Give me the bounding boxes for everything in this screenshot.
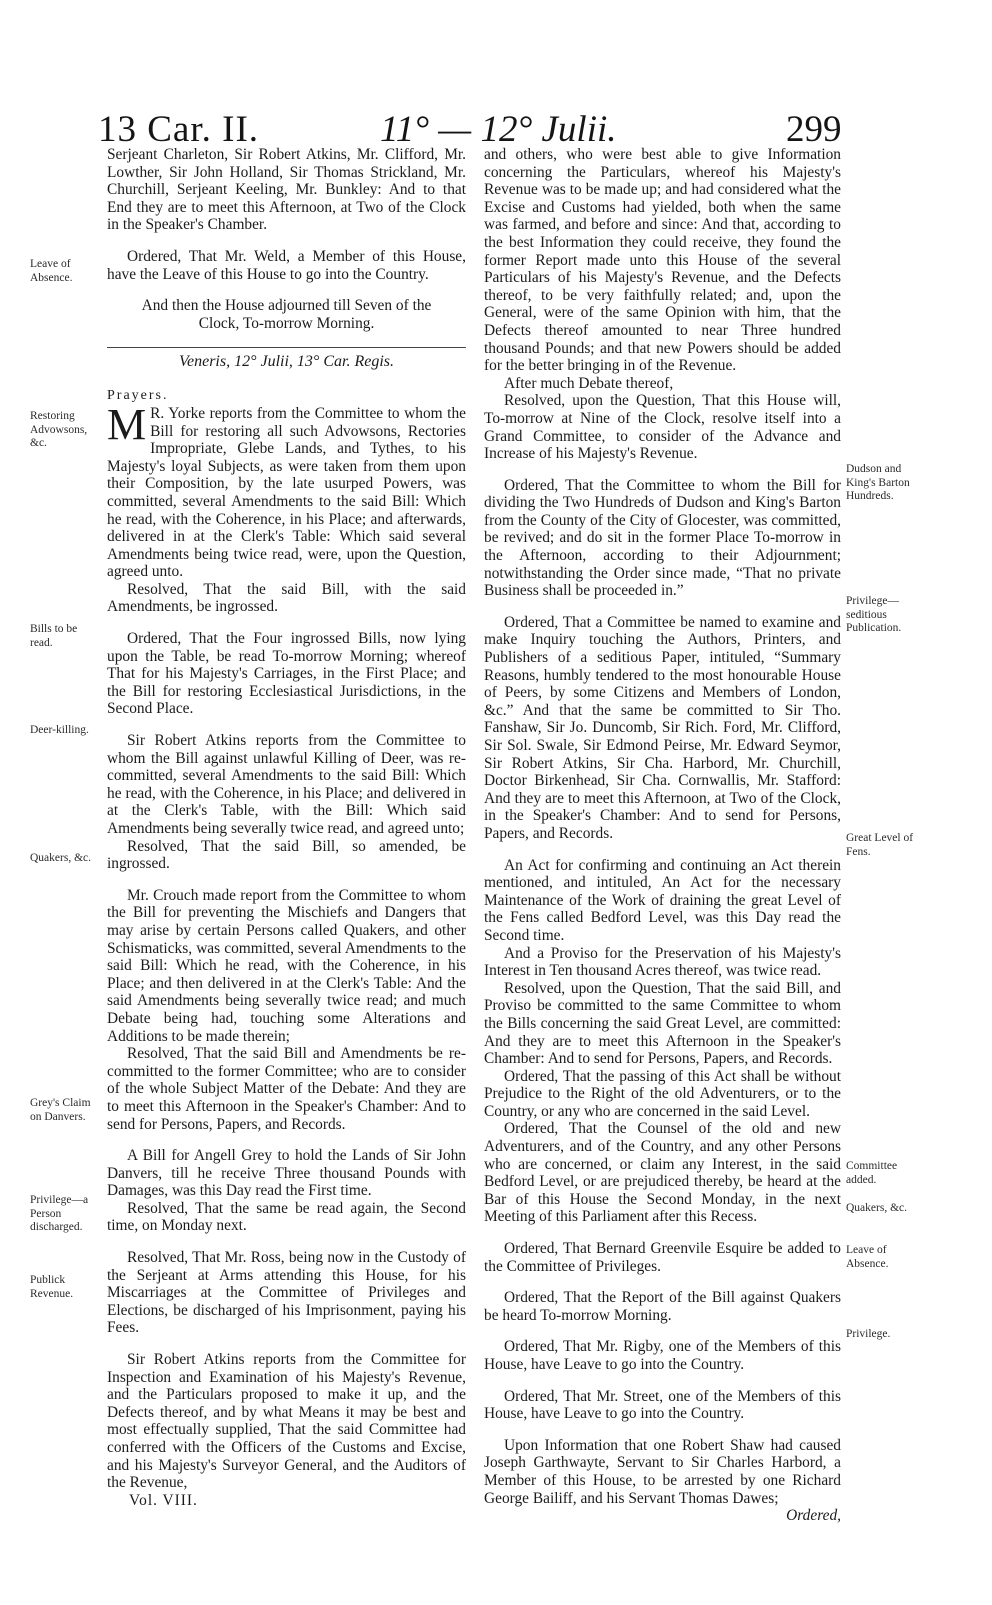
margin-note: Privilege. — [846, 1328, 891, 1340]
margin-note: Restoring Advowsons, &c. — [30, 410, 88, 449]
paragraph: Resolved, upon the Question, That the said Bill, and Proviso be committed to the same Committee to whom the Bills concerning the said Great Level, are committed: And they are to meet this Afternoon in the Speaker's Chamber: And to send for Persons, Papers, and Records. — [484, 979, 841, 1068]
paragraph: Ordered, That the Report of the Bill against Quakers be heard To-morrow Morning. — [484, 1289, 841, 1324]
paragraph: Resolved, That Mr. Ross, being now in the Custody of the Serjeant at Arms attending this House, for his Miscarriages at the Committee of Privileges and Elections, be discharged of his Imprisonment, paying his Fees. — [107, 1249, 466, 1337]
paragraph: Ordered, That the Counsel of the old and new Adventurers, and of the Country, and any other Persons who are concerned, or claim any Interest, in the said Bedford Level, or are prejudiced thereby, be heard at the Bar of this House the Second Monday, in the next Meeting of this Parliament after this Recess. — [484, 1120, 841, 1226]
paragraph: Ordered, That a Committee be named to examine and make Inquiry touching the Authors, Printers, and Publishers of a seditious Paper, intituled, “Summary Reasons, humbly tendered to the most honourable House of Peers, by some Citizens and Members of London, &c.” And that the same be committed to Sir Tho. Fanshaw, Sir Jo. Duncomb, Sir Rich. Ford, Mr. Clifford, Sir Sol. Swale, Sir Edmond Peirse, Mr. Edward Seymor, Sir Robert Atkins, Sir Cha. Harbord, Mr. Churchill, Doctor Birkenhead, Sir Cha. Cornwallis, Mr. Stafford: And they are to meet this Afternoon, at Two of the Clock, in the Speaker's Chamber: And to send for Persons, Papers, and Records. — [484, 613, 841, 842]
prayers-label: Prayers. — [107, 388, 169, 404]
paragraph: Ordered, That Bernard Greenvile Esquire be added to the Committee of Privileges. — [484, 1240, 841, 1275]
margin-note: Quakers, &c. — [30, 852, 91, 864]
regnal-year-header: 13 Car. II. — [98, 109, 260, 150]
drop-cap: M — [107, 399, 147, 449]
margin-note: Committee added. — [846, 1160, 898, 1186]
paragraph: Ordered, That Mr. Street, one of the Members of this House, have Leave to go into the Country. — [484, 1387, 841, 1423]
margin-note: Leave of Absence. — [30, 258, 73, 284]
margin-note: Privilege—a Person discharged. — [30, 1194, 89, 1233]
paragraph: M R. Yorke reports from the Committee to whom the Bill for restoring all such Advowsons, Rectories Impropriate, Glebe Lands, and Tythes, to his Majesty's loyal Subjects, as were taken from them upon their Composition, by the late usurped Powers, was committed, several Amendments to the said Bill: Which he read, with the Coherence, in his Place; and afterwards, delivered in at the Clerk's Table: Which said several Amendments being twice read, were, upon the Question, agreed unto. — [107, 399, 466, 581]
paragraph: Ordered, That the Committee to whom the Bill for dividing the Two Hundreds of Dudson and King's Barton from the County of the City of Glocester, was committed, be revived; and do sit in the former Place To-morrow in the Afternoon, according to their Adjournment; notwithstanding the Order since made, “That no private Business shall be proceeded in.” — [484, 476, 841, 600]
paragraph: Mr. Crouch made report from the Committee to whom the Bill for preventing the Mischiefs and Dangers that may arise by certain Persons called Quakers, and other Schismaticks, was committed, several Amendments to the said Bill: Which he read, with the Coherence, in his Place; and then delivered in at the Clerk's Table: And the said Amendments being severally twice read; and much Debate being had, touching some Alterations and Additions to be made therein; — [107, 886, 466, 1045]
right-column — [484, 146, 841, 1525]
paragraph: Serjeant Charleton, Sir Robert Atkins, Mr. Clifford, Mr. Lowther, Sir John Holland, Sir Thomas Strickland, Mr. Churchill, Serjeant Keeling, Mr. Bunkley: And to that End they are to meet this Afternoon, at Two of the Clock in the Speaker's Chamber. — [107, 146, 466, 234]
date-header: 11° — 12° Julii. — [380, 109, 617, 150]
margin-note: Great Level of Fens. — [846, 832, 914, 858]
margin-note: Bills to be read. — [30, 623, 78, 649]
paragraph: Resolved, That the said Bill and Amendments be re-committed to the former Committee; who are to consider of the whole Subject Matter of the Debate: And they are to meet this Afternoon in the Speaker's Chamber: And to send for Persons, Papers, and Records. — [107, 1045, 466, 1133]
volume-signature: Vol. VIII. — [129, 1491, 198, 1509]
section-divider — [107, 347, 466, 348]
paragraph: Resolved, That the said Bill, so amended, be ingrossed. — [107, 837, 466, 873]
paragraph: Ordered, That the Four ingrossed Bills, now lying upon the Table, be read To-morrow Morning; whereof That for his Majesty's Carriages, in the First Place; and the Bill for restoring Ecclesiastical Jurisdictions, in the Second Place. — [107, 630, 466, 718]
margin-note: Grey's Claim on Danvers. — [30, 1097, 91, 1123]
margin-note: Deer-killing. — [30, 724, 89, 736]
margin-note: Dudson and King's Barton Hundreds. — [846, 463, 910, 502]
catchword: Ordered, — [786, 1507, 841, 1525]
day-heading: Veneris, 12° Julii, 13° Car. Regis. — [178, 353, 394, 371]
paragraph: Sir Robert Atkins reports from the Committee for Inspection and Examination of his Majesty's Revenue, and the Particulars proposed to make it up, and the Defects thereof, and by what Means it may be best and most effectually supplied, That the said Committee had conferred with the Officers of the Customs and Excise, and his Majesty's Surveyor General, and the Auditors of the Revenue, — [107, 1351, 466, 1492]
paragraph: Resolved, That the same be read again, the Second time, on Monday next. — [107, 1199, 466, 1235]
paragraph: Upon Information that one Robert Shaw had caused Joseph Garthwayte, Servant to Sir Charles Harbord, a Member of this House, to be arrested by one Richard George Bailiff, and his Servant Thomas Dawes; — [484, 1436, 841, 1507]
paragraph: Resolved, upon the Question, That this House will, To-morrow at Nine of the Clock, resolve itself into a Grand Committee, to consider of the Advance and Increase of his Majesty's Revenue. — [484, 392, 841, 463]
page-number: 299 — [786, 109, 842, 150]
margin-note: Quakers, &c. — [846, 1202, 907, 1214]
paragraph: Ordered, That Mr. Weld, a Member of this House, have the Leave of this House to go into the Country. — [107, 247, 466, 283]
paragraph: A Bill for Angell Grey to hold the Lands of Sir John Danvers, till he receive Three thousand Pounds with Damages, was this Day read the First time. — [107, 1147, 466, 1200]
paragraph: Ordered, That the passing of this Act shall be without Prejudice to the Right of the old Adventurers, or to the Country, or any who are concerned in the said Level. — [484, 1067, 841, 1120]
paragraph: Sir Robert Atkins reports from the Committee to whom the Bill against unlawful Killing of Deer, was re-committed, several Amendments to the said Bill: Which he read, with the Coherence, in his Place; and delivered in at the Clerk's Table, with the Bill: Which said Amendments being severally twice read, and agreed unto; — [107, 732, 466, 837]
paragraph: Ordered, That Mr. Rigby, one of the Members of this House, have Leave to go into the Country. — [484, 1338, 841, 1373]
paragraph: After much Debate thereof, — [504, 374, 674, 392]
adjournment-paragraph: And then the House adjourned till Seven of the Clock, To-morrow Morning. — [141, 297, 432, 332]
margin-note: Privilege—seditious Publication. — [846, 595, 902, 634]
margin-note: Publick Revenue. — [30, 1274, 74, 1300]
paragraph: and others, who were best able to give Information concerning the Particulars, whereof his Majesty's Revenue was to be made up; and had considered what the Excise and Customs had yielded, both when the same was farmed, and before and since: And that, according to the best Information they could receive, they found the former Report made unto this House of the several Particulars of his Majesty's Revenue, and the Defects thereof, to be very faithfully related; and, upon the General, were of the same Opinion with him, that the Defects thereof amounted to near Three hundred thousand Pounds; and that new Powers should be added for the better bringing in of the Revenue. — [484, 146, 841, 375]
paragraph: An Act for confirming and continuing an Act therein mentioned, and intituled, An Act for the necessary Maintenance of the Work of draining the great Level of the Fens called Bedford Level, was this Day read the Second time. — [484, 856, 841, 944]
paragraph: And a Proviso for the Preservation of his Majesty's Interest in Ten thousand Acres thereof, was twice read. — [484, 944, 841, 980]
paragraph: Resolved, That the said Bill, with the said Amendments, be ingrossed. — [107, 580, 466, 616]
left-column — [107, 146, 466, 1509]
margin-note: Leave of Absence. — [846, 1244, 889, 1270]
